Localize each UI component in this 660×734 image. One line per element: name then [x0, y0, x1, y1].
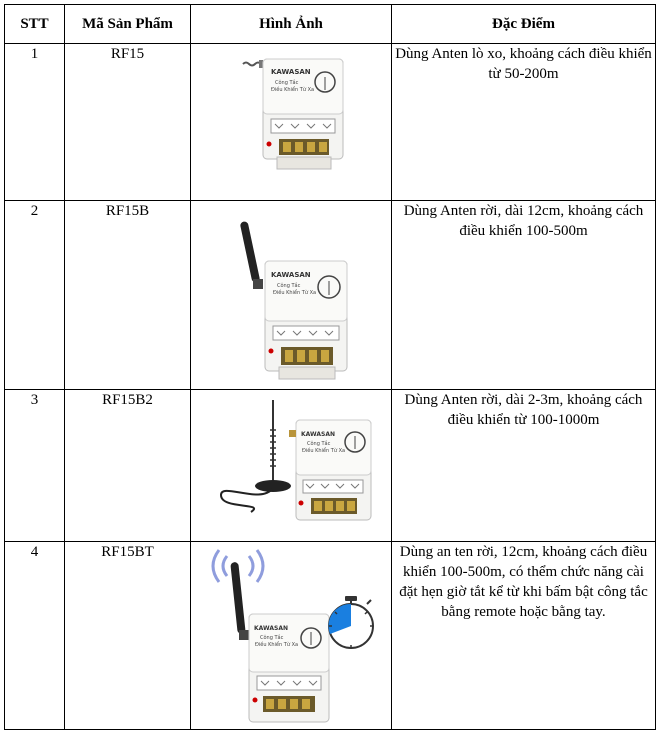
row-product-image	[191, 201, 392, 390]
row-features: Dùng Anten lò xo, khoảng cách điều khiển từ 50-200m	[392, 44, 656, 201]
table-row	[5, 44, 656, 201]
table-row	[5, 201, 656, 390]
device-brand: KAWASAN	[271, 271, 311, 279]
row-stt: 4	[5, 542, 65, 730]
table-row	[5, 542, 656, 730]
product-photo-rf15bt	[191, 542, 392, 729]
device-label-line2: Điều Khiển Từ Xa	[273, 290, 317, 296]
product-photo-rf15b	[191, 201, 392, 389]
device-label-line2: Điều Khiển Từ Xa	[302, 448, 346, 454]
device-label-line2: Điều Khiển Từ Xa	[255, 642, 299, 648]
device-brand: KAWASAN	[254, 625, 289, 632]
row-features: Dùng an ten rời, 12cm, khoảng cách điều khiển 100-500m, có thểm chức năng cài đặt hẹn giờ tắt kể từ khi bấm bật công tắc bằng remote hoặc bằng tay.	[392, 542, 656, 730]
device-label-line1: Công Tắc	[277, 283, 301, 289]
row-product-code: RF15B	[65, 201, 191, 390]
timer-icon	[328, 596, 373, 648]
row-product-image	[191, 44, 392, 201]
device-label-line2: Điều Khiển Từ Xa	[271, 87, 315, 93]
table-header-row	[5, 5, 656, 44]
product-photo-rf15	[191, 44, 392, 200]
row-product-code: RF15	[65, 44, 191, 201]
header-features: Đặc Điểm	[392, 5, 656, 44]
device-label-line1: Công Tắc	[275, 80, 299, 86]
row-product-code: RF15B2	[65, 390, 191, 542]
device-label-line1: Công Tắc	[260, 635, 284, 641]
row-features: Dùng Anten rời, dài 12cm, khoảng cách điều khiển 100-500m	[392, 201, 656, 390]
device-brand: KAWASAN	[301, 431, 336, 438]
row-features: Dùng Anten rời, dài 2-3m, khoảng cách điều khiển từ 100-1000m	[392, 390, 656, 542]
device-brand: KAWASAN	[271, 68, 311, 76]
header-stt: STT	[5, 5, 65, 44]
table-row	[5, 390, 656, 542]
row-stt: 3	[5, 390, 65, 542]
row-stt: 2	[5, 201, 65, 390]
device-label-line1: Công Tắc	[307, 441, 331, 447]
product-table	[4, 4, 656, 730]
product-photo-rf15b2	[191, 390, 392, 541]
header-product-code: Mã Sản Phẩm	[65, 5, 191, 44]
header-image: Hình Ảnh	[191, 5, 392, 44]
row-product-image	[191, 542, 392, 730]
row-stt: 1	[5, 44, 65, 201]
row-product-code: RF15BT	[65, 542, 191, 730]
row-product-image	[191, 390, 392, 542]
